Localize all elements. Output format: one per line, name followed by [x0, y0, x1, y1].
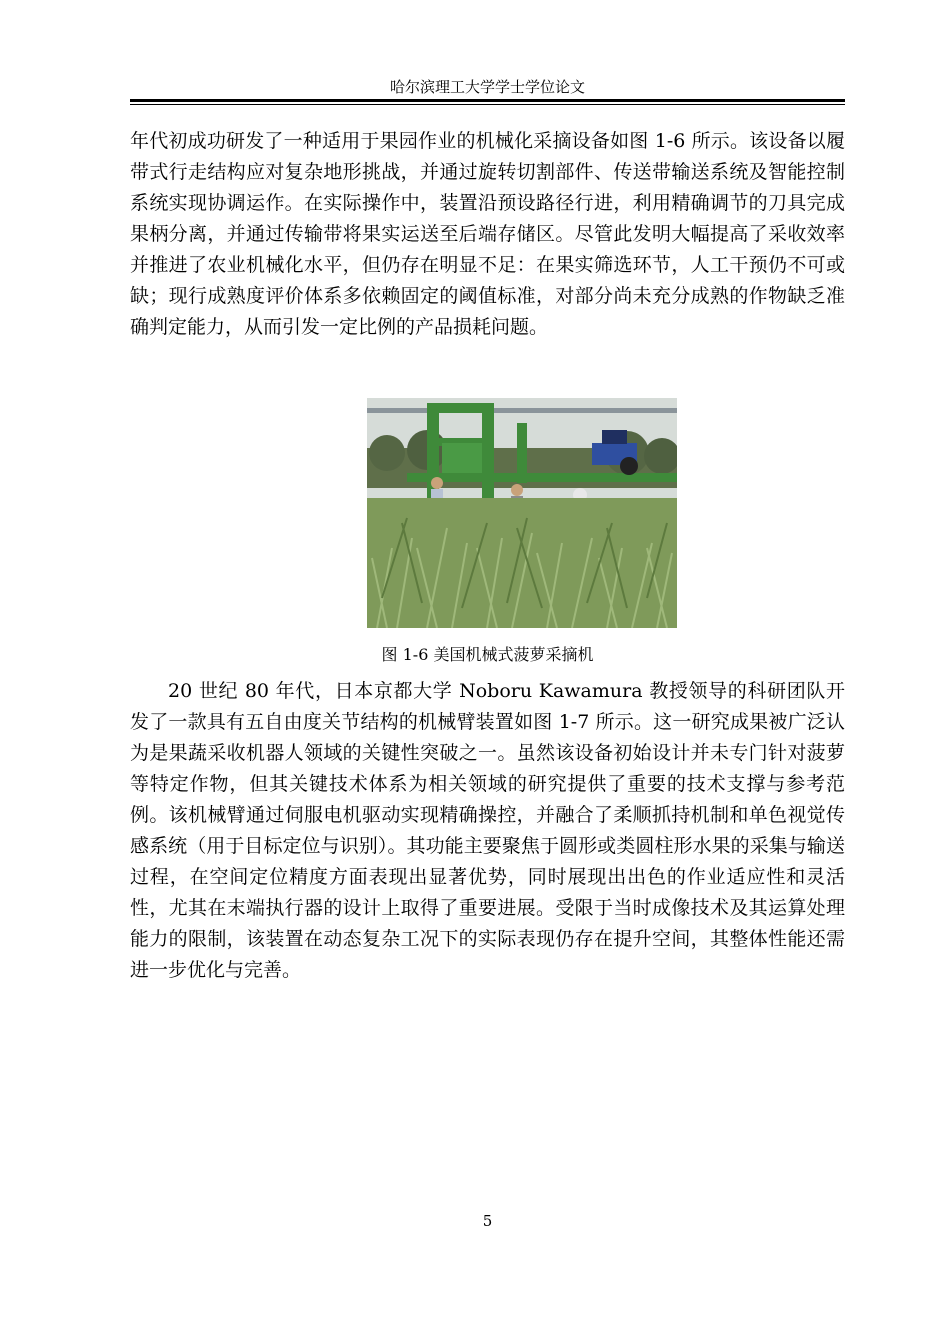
- running-header: 哈尔滨理工大学学士学位论文: [389, 78, 585, 96]
- paragraph-2: 20 世纪 80 年代，日本京都大学 Noboru Kawamura 教授领导的科研团队开发了一款具有五自由度关节结构的机械臂装置如图 1-7 所示。这一研究成果被广泛认为是果蔬采收机器人领域的关键性突破之一。虽然该设备初始设计并未专门针对菠萝等特定作物，但其关键技术体系为相关领域的研究提供了重要的技术支撑与参考范例。该机械臂通过伺服电机驱动实现精确操控，并融合了柔顺抓持机制和单色视觉传感系统（用于目标定位与识别）。其功能主要聚焦于圆形或类圆柱形水果的采集与输送过程，在空间定位精度方面表现出显著优势，同时展现出出色的作业适应性和灵活性，尤其在末端执行器的设计上取得了重要进展。受限于当时成像技术及其运算处理能力的限制，该装置在动态复杂工况下的实际表现仍存在提升空间，其整体性能还需进一步优化与完善。: [130, 680, 845, 981]
- figure-pineapple-harvester-photo: [367, 398, 677, 628]
- page-number: 5: [482, 1212, 493, 1230]
- header-rule-thin: [130, 104, 845, 105]
- header-rule-thick: [130, 99, 845, 102]
- figure-caption: 图 1-6 美国机械式菠萝采摘机: [381, 645, 594, 664]
- paragraph-1: 年代初成功研发了一种适用于果园作业的机械化采摘设备如图 1-6 所示。该设备以履带式行走结构应对复杂地形挑战，并通过旋转切割部件、传送带输送系统及智能控制系统实现协调运作。在实际操作中，装置沿预设路径行进，利用精确调节的刀具完成果柄分离，并通过传输带将果实运送至后端存储区。尽管此发明大幅提高了采收效率并推进了农业机械化水平，但仍存在明显不足：在果实筛选环节，人工干预仍不可或缺；现行成熟度评价体系多依赖固定的阈值标准，对部分尚未充分成熟的作物缺乏准确判定能力，从而引发一定比例的产品损耗问题。: [130, 130, 845, 338]
